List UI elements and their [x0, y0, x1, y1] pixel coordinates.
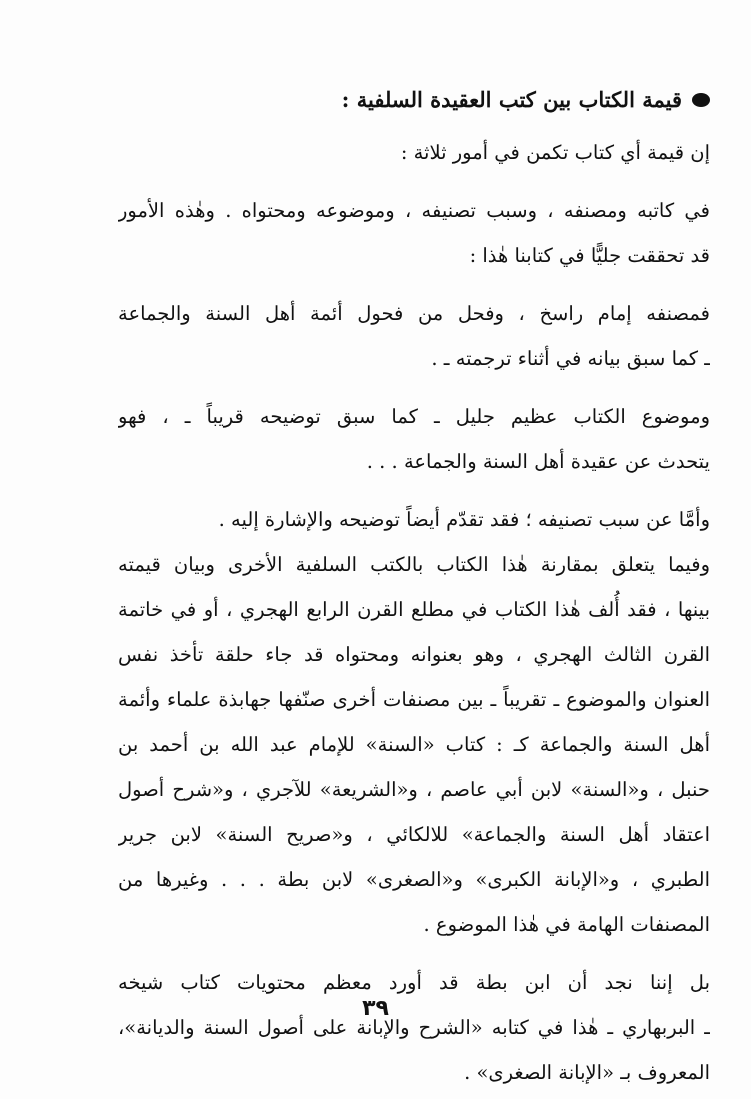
text-line: القرن الثالث الهجري ، وهو بعنوانه ومحتواه قد جاء حلقة تأخذ نفس: [118, 643, 710, 666]
text-line: ـ البربهاري ـ هٰذا في كتابه «الشرح والإبانة على أصول السنة والديانة»،: [118, 1016, 710, 1039]
paragraph-comparison: [118, 542, 710, 947]
text-line: قد تحققت جليًّا في كتابنا هٰذا :: [469, 244, 710, 267]
paragraph-ibn-batta: [118, 960, 710, 1095]
text-line: العنوان والموضوع ـ تقريباً ـ بين مصنفات أخرى صنّفها جهابذة علماء وأئمة: [118, 688, 710, 711]
page-body: [118, 78, 710, 1095]
text-line: الطبري ، و«الإبانة الكبرى» و«الصغرى» لابن بطة . . . وغيرها من: [118, 868, 710, 891]
text-line: ـ كما سبق بيانه في أثناء ترجمته ـ .: [431, 347, 710, 370]
section-heading: [118, 78, 710, 122]
text-line: المعروف بـ «الإبانة الصغرى» .: [464, 1061, 710, 1084]
text-line: يتحدث عن عقيدة أهل السنة والجماعة . . .: [366, 450, 710, 473]
text-line: فمصنفه إمام راسخ ، وفحل من فحول أئمة أهل السنة والجماعة: [118, 302, 710, 325]
text-line: وفيما يتعلق بمقارنة هٰذا الكتاب بالكتب السلفية الأخرى وبيان قيمته: [118, 553, 710, 576]
paragraph-reason: [118, 497, 710, 542]
text-line: أهل السنة والجماعة كـ : كتاب «السنة» للإمام عبد الله بن أحمد بن: [118, 733, 710, 756]
paragraph-intro: [118, 130, 710, 175]
paragraph-subject: [118, 394, 710, 484]
text-line: إن قيمة أي كتاب تكمن في أمور ثلاثة :: [400, 141, 710, 164]
bullet-icon: [692, 93, 710, 107]
text-line: وموضوع الكتاب عظيم جليل ـ كما سبق توضيحه قريباً ـ ، فهو: [118, 405, 710, 428]
text-line: بينها ، فقد أُلف هٰذا الكتاب في مطلع القرن الرابع الهجري ، أو في خاتمة: [118, 598, 710, 621]
section-heading-text: قيمة الكتاب بين كتب العقيدة السلفية :: [341, 87, 682, 112]
paragraph-author: [118, 291, 710, 381]
text-line: بل إننا نجد أن ابن بطة قد أورد معظم محتويات كتاب شيخه: [118, 971, 710, 994]
text-line: المصنفات الهامة في هٰذا الموضوع .: [423, 913, 710, 936]
paragraph-aspects: [118, 188, 710, 278]
text-line: اعتقاد أهل السنة والجماعة» للالكائي ، و«صريح السنة» لابن جرير: [118, 823, 710, 846]
text-line: حنبل ، و«السنة» لابن أبي عاصم ، و«الشريعة» للآجري ، و«شرح أصول: [118, 778, 710, 801]
text-line: في كاتبه ومصنفه ، وسبب تصنيفه ، وموضوعه ومحتواه . وهٰذه الأمور: [118, 199, 710, 222]
text-line: وأمَّا عن سبب تصنيفه ؛ فقد تقدّم أيضاً توضيحه والإشارة إليه .: [218, 508, 710, 531]
page-number: ٣٩: [362, 996, 389, 1021]
